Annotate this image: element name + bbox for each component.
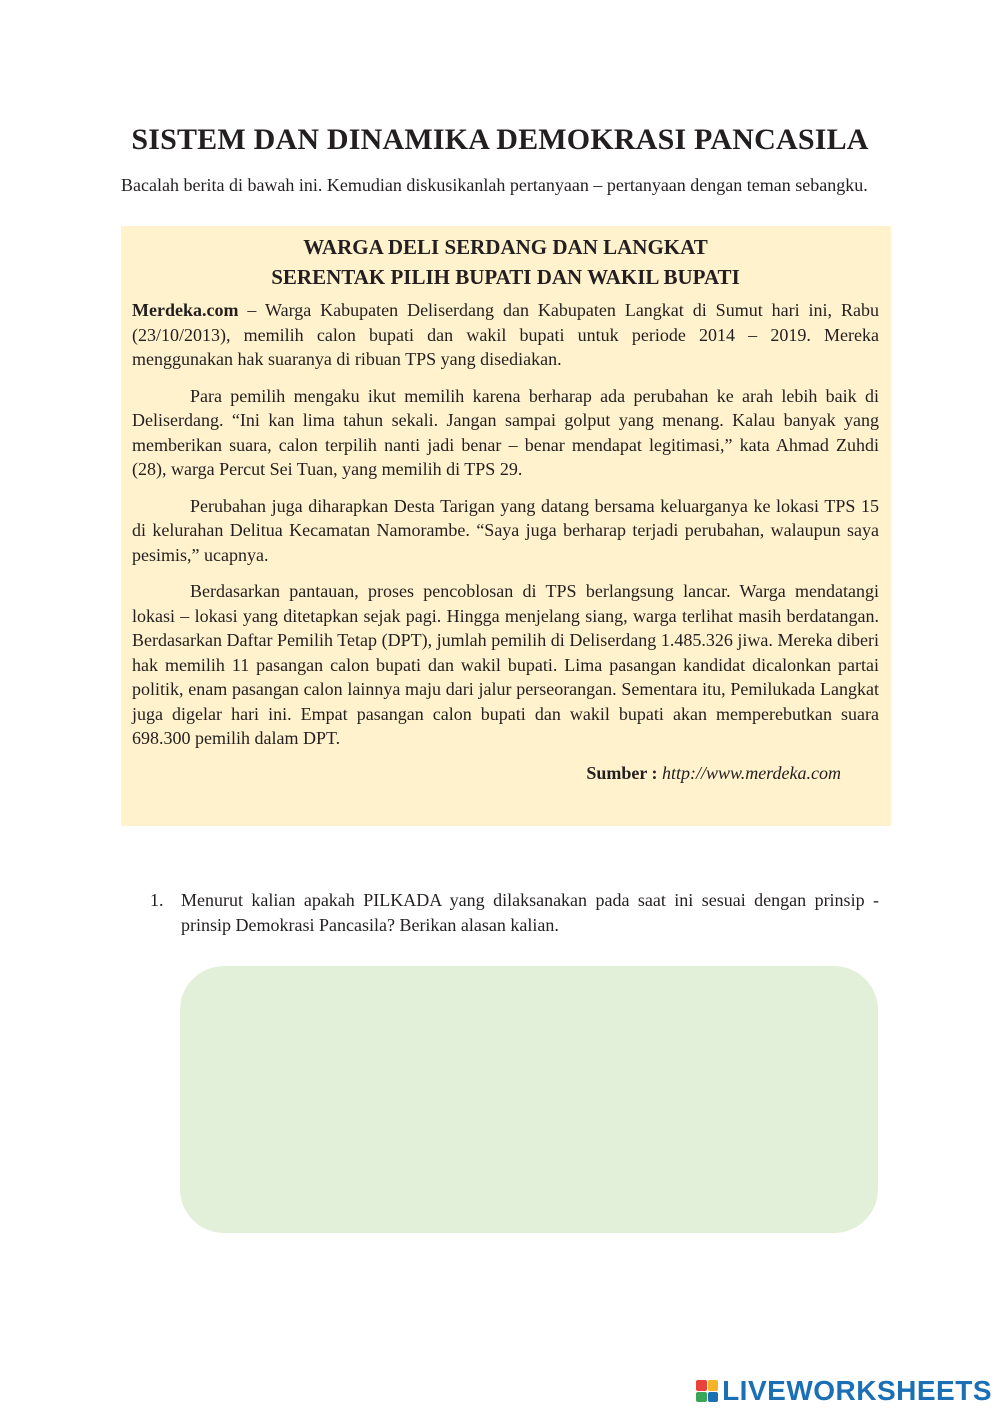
answer-input[interactable] [180, 966, 878, 1233]
news-lead-text: – Warga Kabupaten Deliserdang dan Kabupaten Langkat di Sumut hari ini, Rabu (23/10/2013), memilih calon bupati dan wakil bupati untuk periode 2014 – 2019. Mereka menggunakan hak suaranya di ribuan TPS yang disediakan. [132, 300, 879, 369]
news-headline-line-1: WARGA DELI SERDANG DAN LANGKAT [303, 235, 708, 259]
page-title: SISTEM DAN DINAMIKA DEMOKRASI PANCASILA [131, 123, 869, 156]
news-source [132, 763, 879, 784]
news-paragraph-2: Para pemilih mengaku ikut memilih karena berharap ada perubahan ke arah lebih baik di Deliserdang. “Ini kan lima tahun sekali. Jangan sampai golput yang menang. Kalau banyak yang memberikan suara, calon terpilih nanti jadi benar – benar mendapat legitimasi,” kata Ahmad Zuhdi (28), warga Percut Sei Tuan, yang memilih di TPS 29. [132, 385, 879, 479]
source-url: http://www.merdeka.com [662, 762, 841, 783]
news-paragraph-3: Perubahan juga diharapkan Desta Tarigan yang datang bersama keluarganya ke lokasi TPS 15 di kelurahan Delitua Kecamatan Namorambe. “Saya juga berharap terjadi perubahan, walaupun saya pesimis,” ucapnya. [132, 495, 879, 565]
liveworksheets-logo-icon [696, 1380, 718, 1402]
brand-name: LIVEWORKSHEETS [722, 1375, 992, 1406]
question-1 [150, 888, 879, 937]
liveworksheets-brand [696, 1375, 992, 1407]
news-article [121, 226, 891, 826]
news-paragraph-1 [132, 298, 879, 372]
news-headline-line-2: SERENTAK PILIH BUPATI DAN WAKIL BUPATI [271, 265, 740, 289]
instructions: Bacalah berita di bawah ini. Kemudian diskusikanlah pertanyaan – pertanyaan dengan teman sebangku. [121, 175, 868, 195]
question-text: Menurut kalian apakah PILKADA yang dilaksanakan pada saat ini sesuai dengan prinsip - prinsip Demokrasi Pancasila? Berikan alasan kalian. [181, 890, 879, 935]
source-label: Sumber : [586, 762, 658, 783]
news-lead-source: Merdeka.com [132, 300, 239, 320]
logo-square-3 [696, 1392, 707, 1403]
question-number: 1. [150, 890, 164, 910]
news-headline [132, 232, 879, 292]
logo-square-1 [696, 1380, 707, 1391]
logo-square-4 [708, 1392, 719, 1403]
news-paragraph-4: Berdasarkan pantauan, proses pencoblosan di TPS berlangsung lancar. Warga mendatangi lokasi – lokasi yang ditetapkan sejak pagi. Hingga menjelang siang, warga terlihat masih berdatangan. Berdasarkan Daftar Pemilih Tetap (DPT), jumlah pemilih di Deliserdang 1.485.326 jiwa. Mereka diberi hak memilih 11 pasangan calon bupati dan wakil bupati. Lima pasangan kandidat dicalonkan partai politik, enam pasangan calon lainnya maju dari jalur perseorangan. Sementara itu, Pemilukada Langkat juga digelar hari ini. Empat pasangan calon bupati dan wakil bupati akan memperebutkan suara 698.300 pemilih dalam DPT. [132, 581, 879, 748]
logo-square-2 [708, 1380, 719, 1391]
